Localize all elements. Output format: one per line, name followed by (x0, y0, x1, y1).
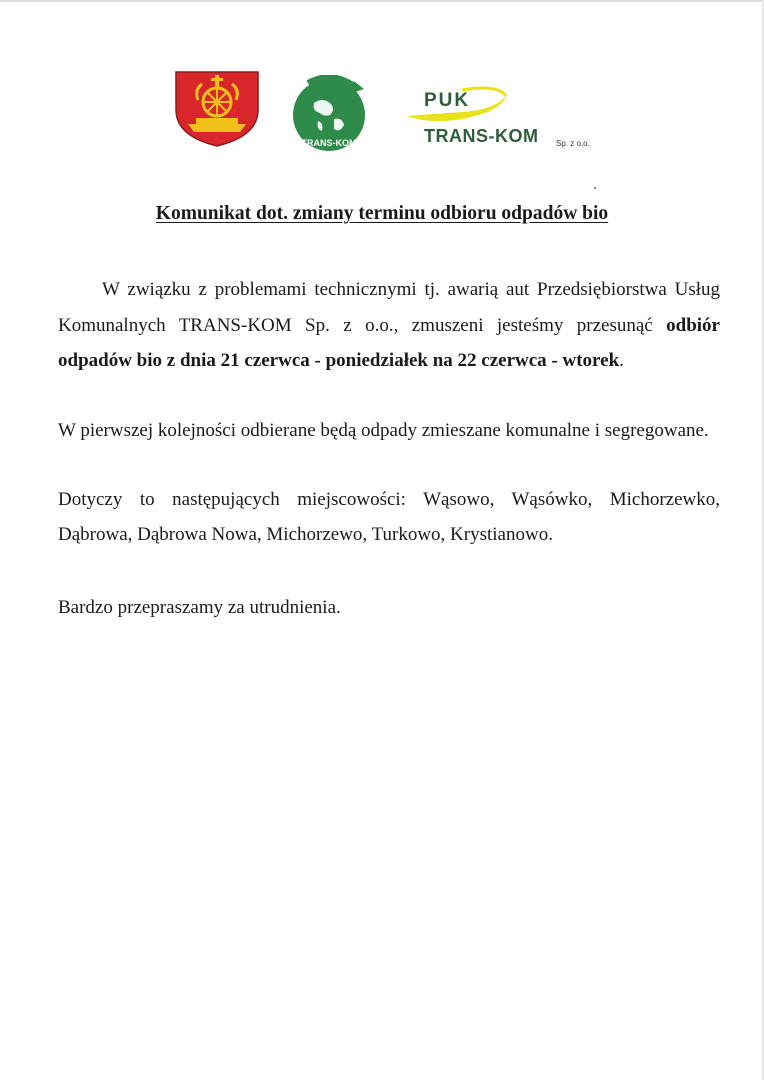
paragraph-announcement (58, 272, 720, 379)
scan-speck (594, 187, 596, 189)
paragraph-emphasis: odbiór odpadów bio z dnia 21 czerwca - poniedziałek na 22 czerwca - wtorek (58, 314, 720, 371)
puk-trans-kom-logo (402, 82, 602, 154)
scan-edge (0, 0, 764, 2)
closing-apology: Bardzo przepraszamy za utrudnienia. (58, 597, 341, 618)
company-form-text: Sp. z o.o. (556, 139, 590, 148)
puk-logo-text: PUK (424, 90, 471, 111)
trans-kom-logo-text: TRANS-KOM (424, 126, 539, 146)
document-title: Komunikat dot. zmiany terminu odbioru odpadów bio (155, 203, 609, 224)
paragraph-localities: Dotyczy to następujących miejscowości: Wąsowo, Wąsówko, Michorzewko, Dąbrowa, Dąbrowa Nowa, Michorzewo, Turkowo, Krystianowo. (58, 489, 720, 545)
coat-of-arms-logo (174, 70, 260, 148)
paragraph-text: W związku z problemami technicznymi tj. awarią aut Przedsiębiorstwa Usług Komunalnych TRANS-KOM Sp. z o.o., zmuszeni jesteśmy przesunąć (58, 279, 720, 336)
paragraph-priority: W pierwszej kolejności odbierane będą odpady zmieszane komunalne i segregowane. (58, 420, 709, 441)
paragraph-end: . (619, 350, 624, 371)
trans-kom-globe-logo (284, 75, 374, 153)
globe-logo-text: TRANS-KOM (301, 138, 357, 148)
